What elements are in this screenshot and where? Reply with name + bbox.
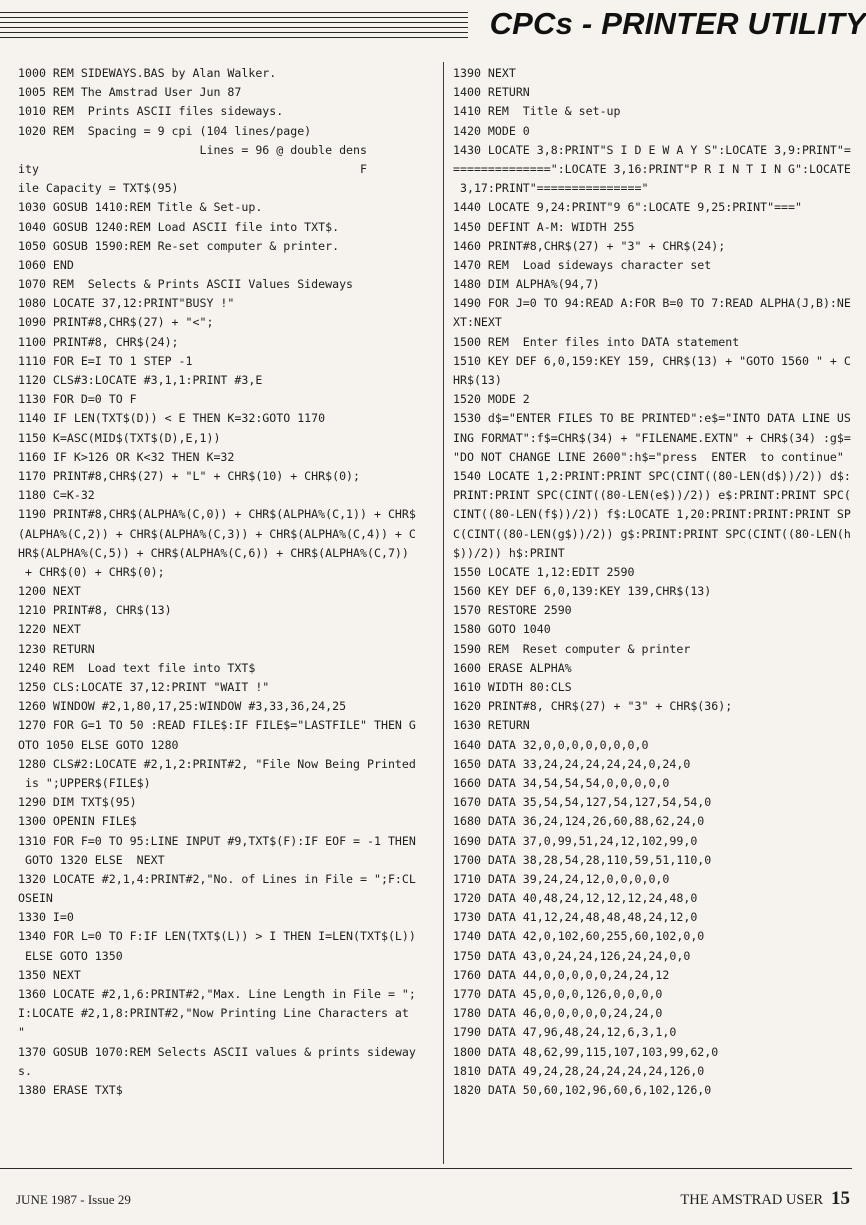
code-line: ile Capacity = TXT$(95) (18, 181, 179, 196)
code-line: 1030 GOSUB 1410:REM Title & Set-up. (18, 200, 263, 215)
header-rule (0, 32, 468, 33)
code-line: 1500 REM Enter files into DATA statement (453, 334, 740, 349)
code-line: 1160 IF K>126 OR K<32 THEN K=32 (18, 449, 235, 464)
code-line: 1550 LOCATE 1,12:EDIT 2590 (453, 564, 635, 579)
code-line: 1400 RETURN (453, 85, 530, 100)
code-line: 1310 FOR F=0 TO 95:LINE INPUT #9,TXT$(F):IF EOF = -1 THEN (18, 833, 416, 848)
code-line: ==============":LOCATE 3,16:PRINT"P R I N T I N G":LOCATE (453, 161, 851, 176)
code-line: 1370 GOSUB 1070:REM Selects ASCII values & prints sideway (18, 1044, 416, 1059)
code-line: 1710 DATA 39,24,24,12,0,0,0,0,0 (453, 871, 670, 886)
code-line: 1060 END (18, 257, 74, 272)
code-line: ELSE GOTO 1350 (18, 948, 123, 963)
code-line: 1720 DATA 40,48,24,12,12,12,24,48,0 (453, 891, 698, 906)
code-line: 1670 DATA 35,54,54,127,54,127,54,54,0 (453, 795, 712, 810)
code-line: 1300 OPENIN FILE$ (18, 814, 137, 829)
code-line: 1110 FOR E=I TO 1 STEP -1 (18, 353, 193, 368)
header-rule (0, 17, 468, 18)
code-line: 1040 GOSUB 1240:REM Load ASCII file into TXT$. (18, 219, 340, 234)
code-line: 1780 DATA 46,0,0,0,0,0,24,24,0 (453, 1006, 663, 1021)
code-line: 1450 DEFINT A-M: WIDTH 255 (453, 219, 635, 234)
code-line: 1600 ERASE ALPHA% (453, 660, 572, 675)
code-line: 1540 LOCATE 1,2:PRINT:PRINT SPC(CINT((80-LEN(d$))/2)) d$: (453, 468, 851, 483)
code-line: 1390 NEXT (453, 66, 516, 80)
code-line: 1490 FOR J=0 TO 94:READ A:FOR B=0 TO 7:READ ALPHA(J,B):NE (453, 296, 851, 311)
code-line: 1380 ERASE TXT$ (18, 1082, 123, 1097)
code-line: 1740 DATA 42,0,102,60,255,60,102,0,0 (453, 929, 705, 944)
program-listing-right-column (453, 64, 863, 1100)
code-line: 1420 MODE 0 (453, 123, 530, 138)
code-line: XT:NEXT (453, 315, 502, 330)
code-line: ity F (18, 161, 368, 176)
code-line: 1130 FOR D=0 TO F (18, 392, 137, 407)
code-line: PRINT:PRINT SPC(CINT((80-LEN(e$))/2)) e$:PRINT:PRINT SPC( (453, 488, 851, 503)
code-line: 1570 RESTORE 2590 (453, 603, 572, 618)
code-line: 1620 PRINT#8, CHR$(27) + "3" + CHR$(36); (453, 699, 733, 714)
code-line: 1520 MODE 2 (453, 392, 530, 407)
code-line: 1260 WINDOW #2,1,80,17,25:WINDOW #3,33,36,24,25 (18, 699, 347, 714)
code-line: 1010 REM Prints ASCII files sideways. (18, 104, 284, 119)
code-line: HR$(13) (453, 373, 502, 387)
code-line: 1480 DIM ALPHA%(94,7) (453, 277, 600, 292)
code-line: 1270 FOR G=1 TO 50 :READ FILE$:IF FILE$="LASTFILE" THEN G (18, 718, 416, 733)
code-line: 1200 NEXT (18, 584, 81, 599)
code-line: 1560 KEY DEF 6,0,139:KEY 139,CHR$(13) (453, 584, 712, 599)
code-line: 1330 I=0 (18, 910, 74, 925)
code-line: 1530 d$="ENTER FILES TO BE PRINTED":e$="INTO DATA LINE US (453, 411, 851, 426)
code-line: GOTO 1320 ELSE NEXT (18, 852, 165, 867)
code-line: 1610 WIDTH 80:CLS (453, 680, 572, 694)
code-line: 1005 REM The Amstrad User Jun 87 (18, 85, 242, 100)
issue-date: JUNE 1987 - Issue 29 (16, 1192, 131, 1207)
code-line: 1640 DATA 32,0,0,0,0,0,0,0,0 (453, 737, 649, 752)
header-rule (0, 12, 468, 13)
code-line: 1090 PRINT#8,CHR$(27) + "<"; (18, 315, 214, 330)
code-line: 1100 PRINT#8, CHR$(24); (18, 334, 179, 349)
code-line: 1770 DATA 45,0,0,0,126,0,0,0,0 (453, 987, 663, 1001)
footer-publication (680, 1188, 850, 1210)
code-line: 1590 REM Reset computer & printer (453, 641, 691, 656)
header-rule (0, 37, 468, 38)
code-line: 3,17:PRINT"===============" (453, 181, 649, 196)
code-line: I:LOCATE #2,1,8:PRINT#2,"Now Printing Line Characters at (18, 1006, 409, 1021)
header-rule (0, 27, 468, 28)
publication-name: THE AMSTRAD USER (680, 1192, 823, 1208)
code-line: 1350 NEXT (18, 967, 81, 982)
code-line: 1510 KEY DEF 6,0,159:KEY 159, CHR$(13) + "GOTO 1560 " + C (453, 353, 851, 368)
code-line: ING FORMAT":f$=CHR$(34) + "FILENAME.EXTN" + CHR$(34) :g$= (453, 430, 851, 445)
code-line: 1340 FOR L=0 TO F:IF LEN(TXT$(L)) > I THEN I=LEN(TXT$(L)) (18, 929, 416, 944)
footer-rule (0, 1168, 852, 1169)
code-line: 1280 CLS#2:LOCATE #2,1,2:PRINT#2, "File Now Being Printed (18, 756, 416, 771)
code-line: 1700 DATA 38,28,54,28,110,59,51,110,0 (453, 852, 712, 867)
code-line: 1440 LOCATE 9,24:PRINT"9 6":LOCATE 9,25:PRINT"===" (453, 200, 803, 215)
program-listing-left-column (18, 64, 436, 1100)
code-line: 1230 RETURN (18, 641, 95, 656)
header-rule (0, 22, 468, 23)
code-line: 1430 LOCATE 3,8:PRINT"S I D E W A Y S":LOCATE 3,9:PRINT"= (453, 142, 851, 157)
code-line: 1070 REM Selects & Prints ASCII Values Sideways (18, 277, 354, 292)
code-line: (ALPHA%(C,2)) + CHR$(ALPHA%(C,3)) + CHR$(ALPHA%(C,4)) + C (18, 526, 416, 541)
page-number: 15 (831, 1188, 850, 1209)
code-line: 1790 DATA 47,96,48,24,12,6,3,1,0 (453, 1025, 677, 1040)
code-line: $))/2)) h$:PRINT (453, 545, 565, 560)
code-line: 1250 CLS:LOCATE 37,12:PRINT "WAIT !" (18, 680, 270, 694)
code-line: is ";UPPER$(FILE$) (18, 775, 151, 790)
code-line: 1750 DATA 43,0,24,24,126,24,24,0,0 (453, 948, 691, 963)
code-line: 1820 DATA 50,60,102,96,60,6,102,126,0 (453, 1082, 712, 1097)
code-line: 1220 NEXT (18, 622, 81, 637)
code-line: 1410 REM Title & set-up (453, 104, 621, 119)
code-line: 1290 DIM TXT$(95) (18, 795, 137, 810)
code-line: 1170 PRINT#8,CHR$(27) + "L" + CHR$(10) + CHR$(0); (18, 468, 361, 483)
code-line: 1240 REM Load text file into TXT$ (18, 660, 256, 675)
code-line: C(CINT((80-LEN(g$))/2)) g$:PRINT:PRINT SPC(CINT((80-LEN(h (453, 526, 851, 541)
code-line: 1080 LOCATE 37,12:PRINT"BUSY !" (18, 296, 235, 311)
code-line: 1000 REM SIDEWAYS.BAS by Alan Walker. (18, 66, 277, 80)
code-line: HR$(ALPHA%(C,5)) + CHR$(ALPHA%(C,6)) + CHR$(ALPHA%(C,7)) (18, 545, 409, 560)
code-line: 1650 DATA 33,24,24,24,24,24,0,24,0 (453, 756, 691, 771)
code-line: 1360 LOCATE #2,1,6:PRINT#2,"Max. Line Length in File = "; (18, 987, 416, 1001)
code-line: 1140 IF LEN(TXT$(D)) < E THEN K=32:GOTO 1170 (18, 411, 326, 426)
code-line: " (18, 1025, 25, 1040)
code-line: 1120 CLS#3:LOCATE #3,1,1:PRINT #3,E (18, 373, 263, 387)
code-line: 1660 DATA 34,54,54,54,0,0,0,0,0 (453, 775, 670, 790)
code-line: OSEIN (18, 891, 53, 906)
code-line: + CHR$(0) + CHR$(0); (18, 564, 165, 579)
code-line: "DO NOT CHANGE LINE 2600":h$="press ENTER to continue" (453, 449, 844, 464)
code-line: s. (18, 1063, 32, 1078)
code-line: 1020 REM Spacing = 9 cpi (104 lines/page) (18, 123, 312, 138)
code-line: 1800 DATA 48,62,99,115,107,103,99,62,0 (453, 1044, 719, 1059)
code-line: 1150 K=ASC(MID$(TXT$(D),E,1)) (18, 430, 221, 445)
code-line: 1810 DATA 49,24,28,24,24,24,24,126,0 (453, 1063, 705, 1078)
code-line: 1190 PRINT#8,CHR$(ALPHA%(C,0)) + CHR$(ALPHA%(C,1)) + CHR$ (18, 507, 416, 522)
code-line: 1210 PRINT#8, CHR$(13) (18, 603, 172, 618)
code-line: 1470 REM Load sideways character set (453, 257, 712, 272)
code-line: 1180 C=K-32 (18, 488, 95, 503)
code-line: OTO 1050 ELSE GOTO 1280 (18, 737, 179, 752)
column-divider (443, 62, 444, 1164)
code-line: 1730 DATA 41,12,24,48,48,48,24,12,0 (453, 910, 698, 925)
code-line: 1690 DATA 37,0,99,51,24,12,102,99,0 (453, 833, 698, 848)
code-line: CINT((80-LEN(f$))/2)) f$:LOCATE 1,20:PRINT:PRINT:PRINT SP (453, 507, 851, 522)
header-rules (0, 0, 470, 45)
page-title: CPCs - PRINTER UTILITY (489, 6, 866, 41)
code-line: 1580 GOTO 1040 (453, 622, 551, 637)
code-line: 1680 DATA 36,24,124,26,60,88,62,24,0 (453, 814, 705, 829)
code-line: 1050 GOSUB 1590:REM Re-set computer & printer. (18, 238, 340, 253)
code-line: Lines = 96 @ double dens (18, 142, 368, 157)
code-line: 1760 DATA 44,0,0,0,0,0,24,24,12 (453, 967, 670, 982)
code-line: 1460 PRINT#8,CHR$(27) + "3" + CHR$(24); (453, 238, 726, 253)
code-line: 1320 LOCATE #2,1,4:PRINT#2,"No. of Lines in File = ";F:CL (18, 871, 416, 886)
code-line: 1630 RETURN (453, 718, 530, 733)
